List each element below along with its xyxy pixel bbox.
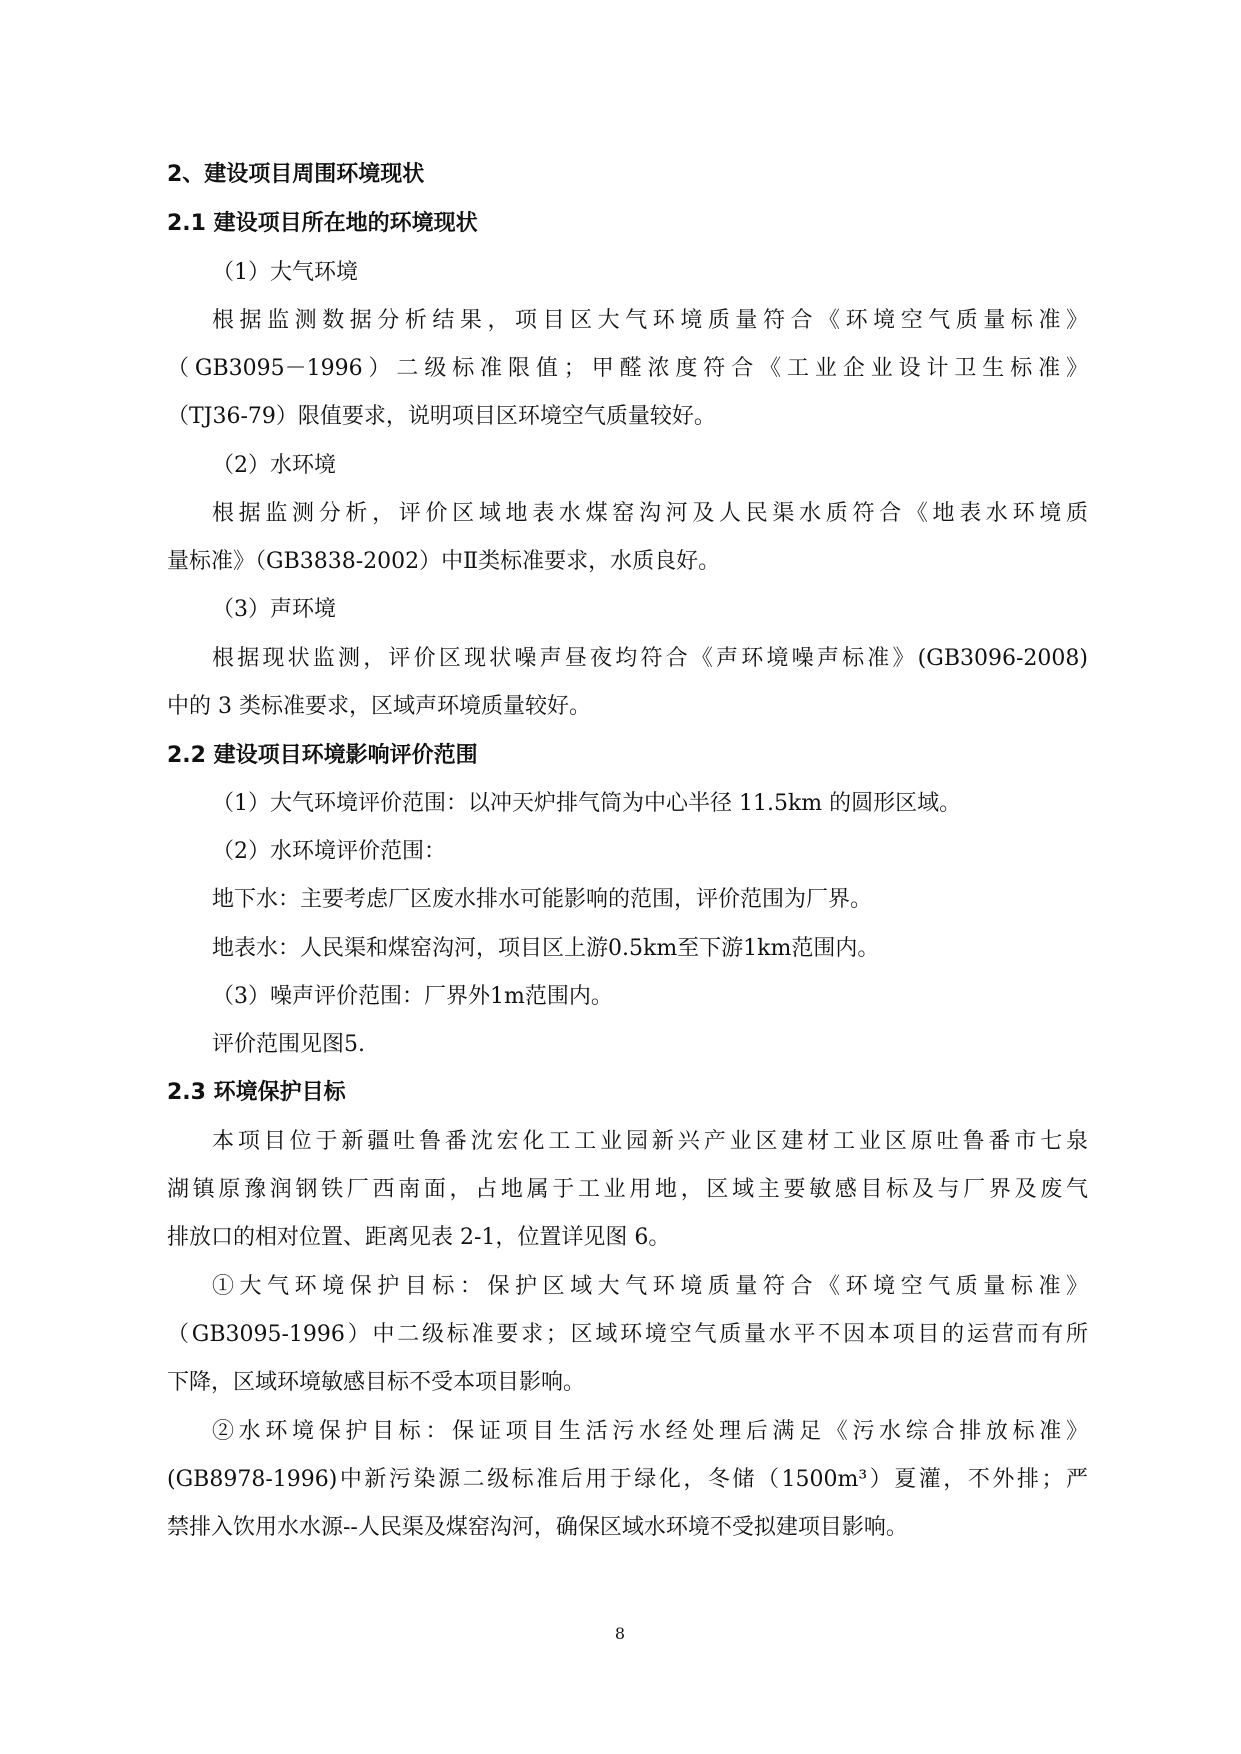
- para-water-l2: 量标准》（GB3838-2002）中Ⅱ类标准要求，水质良好。: [167, 549, 721, 574]
- page-number: 8: [614, 1624, 626, 1643]
- para-air-l2: （GB3095－1996）二级标准限值；甲醛浓度符合《工业企业设计卫生标准》: [167, 356, 1088, 381]
- para-target-l2: 湖镇原豫润钢铁厂西南面，占地属于工业用地，区域主要敏感目标及与厂界及废气: [167, 1177, 1088, 1202]
- para-noise-l1: 根据现状监测，评价区现状噪声昼夜均符合《声环境噪声标准》(GB3096-2008): [212, 646, 1088, 671]
- scope-water: （2）水环境评价范围：: [212, 839, 446, 864]
- heading-2-2: 2.2 建设项目环境影响评价范围: [167, 743, 478, 768]
- para-watertarget-l2: (GB8978-1996)中新污染源二级标准后用于绿化，冬储（1500m³）夏灌，不外排；严: [167, 1467, 1088, 1492]
- para-air-l1: 根据监测数据分析结果，项目区大气环境质量符合《环境空气质量标准》: [212, 308, 1088, 333]
- para-noise-l2: 中的 3 类标准要求，区域声环境质量较好。: [167, 694, 591, 719]
- para-airtarget-l3: 下降，区域环境敏感目标不受本项目影响。: [167, 1370, 586, 1395]
- heading-2-3: 2.3 环境保护目标: [167, 1080, 346, 1105]
- para-target-l1: 本项目位于新疆吐鲁番沈宏化工工业园新兴产业区建材工业区原吐鲁番市七泉: [212, 1129, 1088, 1154]
- scope-figure-ref: 评价范围见图5.: [212, 1032, 365, 1057]
- para-target-l3: 排放口的相对位置、距离见表 2-1，位置详见图 6。: [167, 1225, 671, 1250]
- scope-noise: （3）噪声评价范围：厂界外1m范围内。: [212, 984, 613, 1009]
- subheading-air: （1）大气环境: [212, 260, 358, 285]
- para-airtarget-l2: （GB3095-1996）中二级标准要求；区域环境空气质量水平不因本项目的运营而有所: [167, 1322, 1088, 1347]
- para-airtarget-l1: ①大气环境保护目标：保护区域大气环境质量符合《环境空气质量标准》: [212, 1274, 1088, 1299]
- para-watertarget-l3: 禁排入饮用水水源--人民渠及煤窑沟河，确保区域水环境不受拟建项目影响。: [167, 1515, 908, 1540]
- para-water-l1: 根据监测分析，评价区域地表水煤窑沟河及人民渠水质符合《地表水环境质: [212, 501, 1088, 526]
- subheading-noise: （3）声环境: [212, 597, 336, 622]
- subheading-water: （2）水环境: [212, 453, 336, 478]
- para-air-l3: （TJ36-79）限值要求，说明项目区环境空气质量较好。: [167, 404, 716, 429]
- scope-air: （1）大气环境评价范围：以冲天炉排气筒为中心半径 11.5km 的圆形区域。: [212, 791, 962, 816]
- heading-2-1: 2.1 建设项目所在地的环境现状: [167, 211, 478, 236]
- heading-section-2: 2、建设项目周围环境现状: [167, 162, 425, 187]
- scope-surfacewater: 地表水：人民渠和煤窑沟河，项目区上游0.5km至下游1km范围内。: [212, 936, 880, 961]
- scope-groundwater: 地下水：主要考虑厂区废水排水可能影响的范围，评价范围为厂界。: [212, 887, 873, 912]
- para-watertarget-l1: ②水环境保护目标：保证项目生活污水经处理后满足《污水综合排放标准》: [212, 1419, 1088, 1444]
